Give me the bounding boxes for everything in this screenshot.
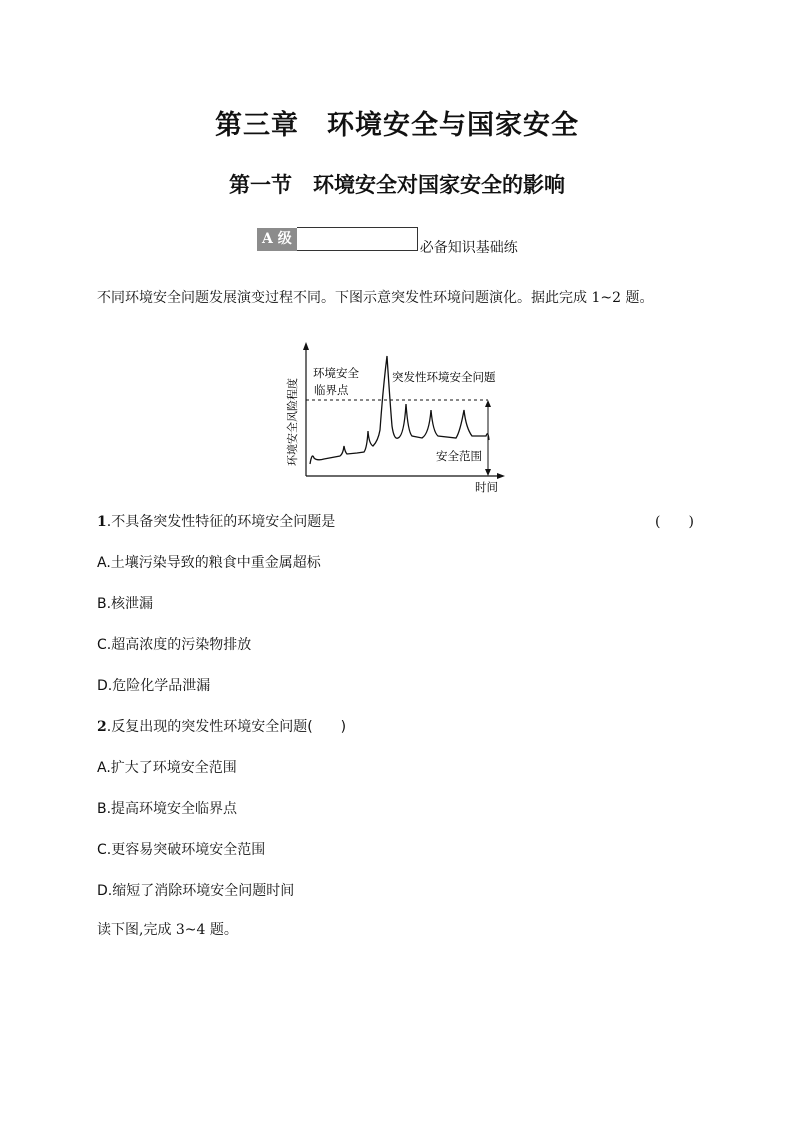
y-axis-arrow	[303, 342, 309, 350]
question-1-option-d: D.危险化学品泄漏	[97, 678, 211, 694]
question-2	[97, 716, 346, 736]
read-prompt: 读下图,完成 3~4 题。	[97, 922, 238, 938]
question-1-number: 1	[97, 514, 107, 530]
question-1-stem: .不具备突发性特征的环境安全问题是	[106, 514, 336, 530]
question-2-option-c: C.更容易突破环境安全范围	[97, 842, 266, 858]
question-1-option-c: C.超高浓度的污染物排放	[97, 637, 252, 653]
question-2-option-b: B.提高环境安全临界点	[97, 801, 238, 817]
intro-paragraph: 不同环境安全问题发展演变过程不同。下图示意突发性环境问题演化。据此完成 1~2 题。	[97, 290, 654, 306]
question-2-stem: .反复出现的突发性环境安全问题( )	[106, 719, 347, 735]
level-header	[257, 227, 518, 256]
threshold-label-line1: 环境安全	[313, 366, 359, 380]
question-1	[97, 511, 335, 531]
level-badge: A 级	[257, 228, 297, 251]
y-axis-label: 环境安全风险程度	[286, 378, 299, 466]
question-2-option-d: D.缩短了消除环境安全问题时间	[97, 883, 295, 899]
section-title: 第一节 环境安全对国家安全的影响	[229, 172, 565, 197]
question-2-number: 2	[97, 719, 107, 735]
range-label: 安全范围	[436, 449, 482, 463]
level-box	[297, 227, 418, 251]
x-axis-label: 时间	[475, 480, 498, 494]
question-1-option-b: B.核泄漏	[97, 596, 154, 612]
chapter-title: 第三章 环境安全与国家安全	[215, 110, 579, 141]
peak-label: 突发性环境安全问题	[392, 370, 496, 384]
risk-figure	[284, 342, 509, 494]
question-2-option-a: A.扩大了环境安全范围	[97, 760, 237, 776]
question-1-answer-paren: ( )	[655, 514, 694, 530]
threshold-label-line2: 临界点	[314, 383, 349, 397]
level-label: 必备知识基础练	[419, 240, 518, 256]
question-1-option-a: A.土壤污染导致的粮食中重金属超标	[97, 555, 321, 571]
x-axis-arrow	[497, 473, 505, 479]
